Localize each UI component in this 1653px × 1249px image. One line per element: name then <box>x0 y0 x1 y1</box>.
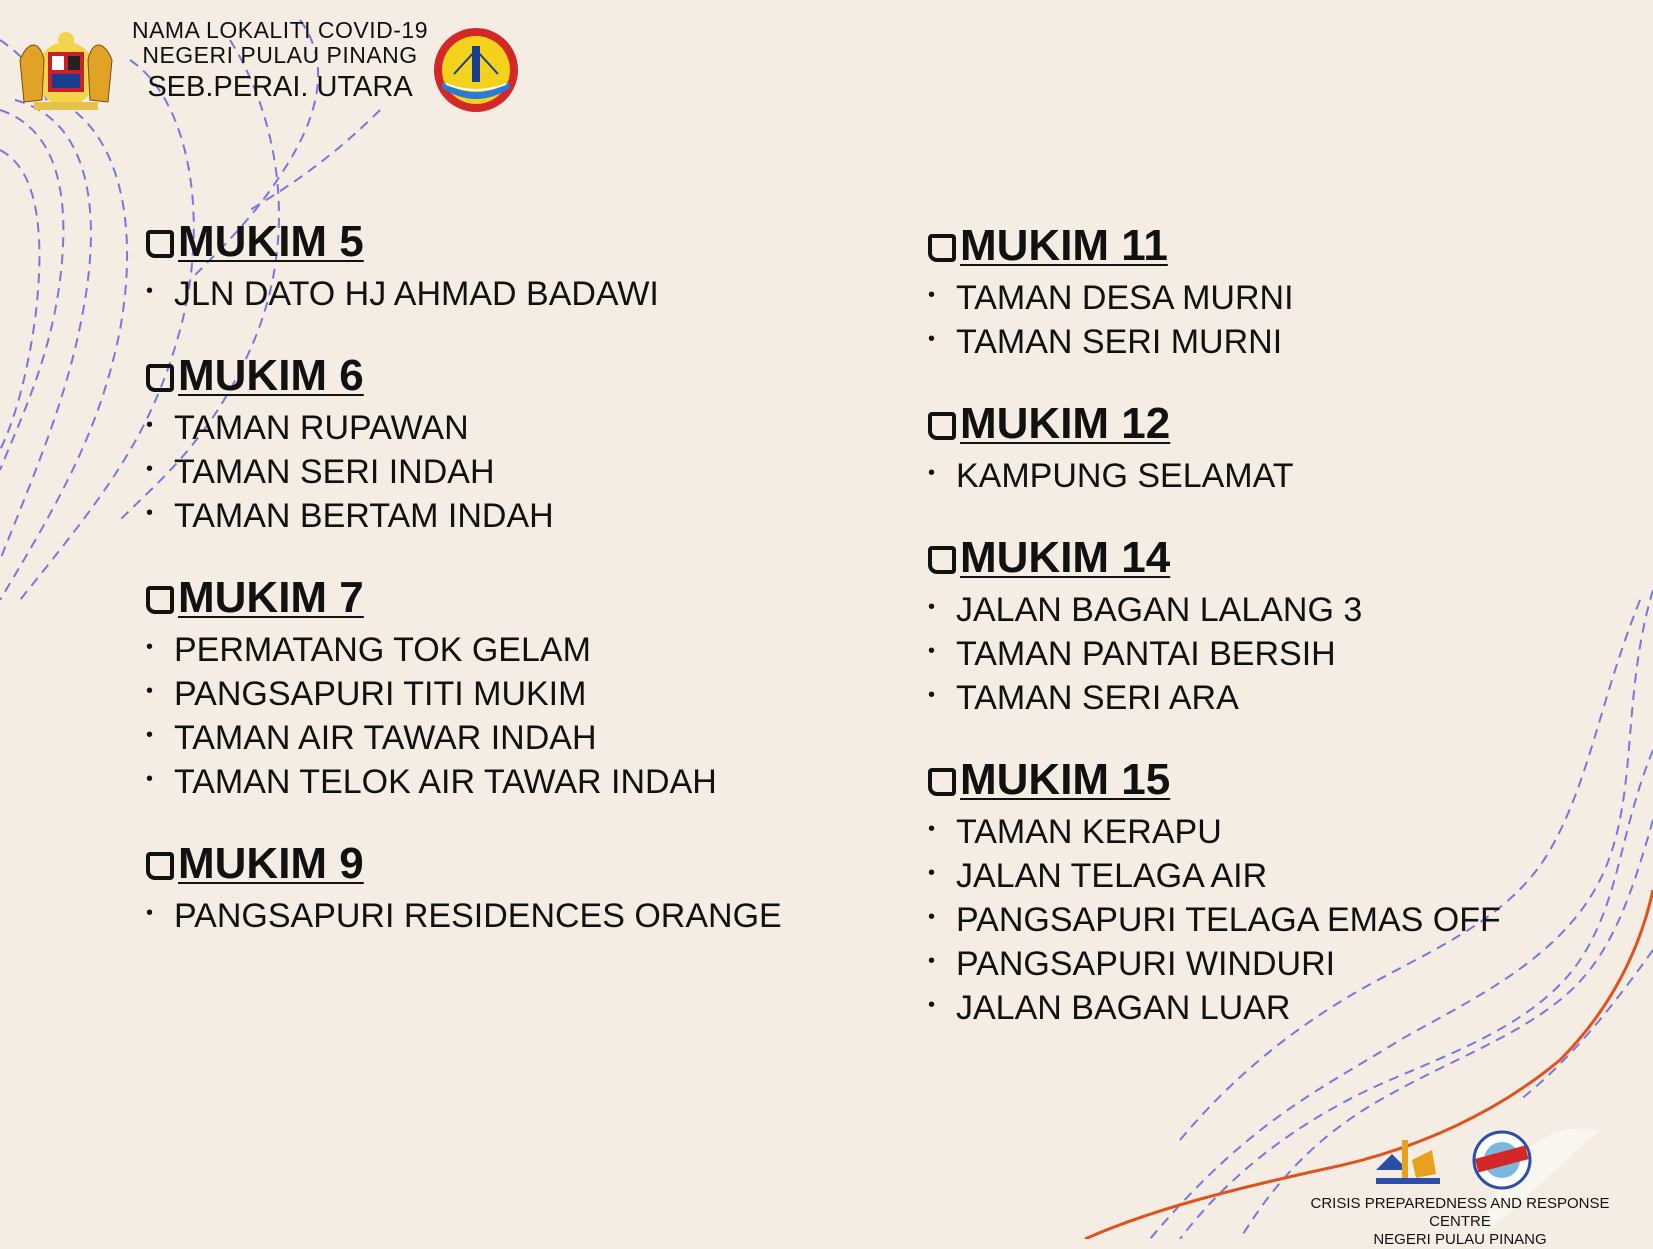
list-item: • TAMAN AIR TAWAR INDAH <box>146 716 782 760</box>
checkbox-icon <box>146 852 174 880</box>
checkbox-icon <box>928 768 956 796</box>
list-item: • TAMAN BERTAM INDAH <box>146 494 782 538</box>
section-title: MUKIM 15 <box>960 755 1171 804</box>
list-item: • PERMATANG TOK GELAM <box>146 628 782 672</box>
list-item: • PANGSAPURI RESIDENCES ORANGE <box>146 894 782 938</box>
section-mukim-9 <box>146 839 782 938</box>
list-item: • TAMAN PANTAI BERSIH <box>928 632 1501 676</box>
list-item: • PANGSAPURI TITI MUKIM <box>146 672 782 716</box>
header-line-3: SEB.PERAI. UTARA <box>147 70 413 103</box>
checkbox-icon <box>146 230 174 258</box>
locality-list <box>928 276 1501 364</box>
locality-list <box>928 810 1501 1030</box>
list-item: • TAMAN SERI MURNI <box>928 320 1501 364</box>
section-mukim-6 <box>146 351 782 538</box>
list-item: • TAMAN KERAPU <box>928 810 1501 854</box>
list-item: • PANGSAPURI TELAGA EMAS OFF <box>928 898 1501 942</box>
footer-line-1: CRISIS PREPAREDNESS AND RESPONSE CENTRE <box>1310 1195 1610 1230</box>
section-mukim-15 <box>928 755 1501 1030</box>
cprc-logo-icon <box>1376 1140 1440 1184</box>
list-item: • JALAN BAGAN LALANG 3 <box>928 588 1501 632</box>
penang-lawan-covid-badge-icon <box>1474 1132 1530 1188</box>
list-item: • JLN DATO HJ AHMAD BADAWI <box>146 272 782 316</box>
list-item: • TAMAN SERI ARA <box>928 676 1501 720</box>
coat-of-arms-logo <box>14 30 118 117</box>
section-mukim-7 <box>146 573 782 804</box>
list-item: • TAMAN RUPAWAN <box>146 406 782 450</box>
checkbox-icon <box>928 412 956 440</box>
right-column <box>928 221 1501 1068</box>
section-title: MUKIM 5 <box>178 217 364 266</box>
section-mukim-12 <box>928 399 1501 498</box>
list-item: • KAMPUNG SELAMAT <box>928 454 1501 498</box>
checkbox-icon <box>928 234 956 262</box>
left-column <box>146 217 782 976</box>
locality-list <box>146 406 782 538</box>
section-mukim-11 <box>928 221 1501 364</box>
footer-text <box>1280 1195 1640 1249</box>
list-item: • JALAN BAGAN LUAR <box>928 986 1501 1030</box>
footer-logos <box>1372 1130 1572 1199</box>
section-title: MUKIM 11 <box>960 221 1168 270</box>
checkbox-icon <box>146 586 174 614</box>
section-title: MUKIM 9 <box>178 839 364 888</box>
section-title: MUKIM 14 <box>960 533 1171 582</box>
section-title: MUKIM 12 <box>960 399 1171 448</box>
locality-list <box>146 628 782 804</box>
list-item: • JALAN TELAGA AIR <box>928 854 1501 898</box>
header-line-1: NAMA LOKALITI COVID-19 <box>131 17 429 43</box>
locality-list <box>146 272 782 316</box>
list-item: • PANGSAPURI WINDURI <box>928 942 1501 986</box>
locality-list <box>928 588 1501 720</box>
section-title: MUKIM 6 <box>178 351 364 400</box>
locality-list <box>146 894 782 938</box>
state-emblem-logo <box>432 26 520 119</box>
section-mukim-14 <box>928 533 1501 720</box>
header-line-2: NEGERI PULAU PINANG <box>142 42 418 69</box>
section-title: MUKIM 7 <box>178 573 364 622</box>
checkbox-icon <box>928 546 956 574</box>
locality-list <box>928 454 1501 498</box>
list-item: • TAMAN DESA MURNI <box>928 276 1501 320</box>
checkbox-icon <box>146 364 174 392</box>
list-item: • TAMAN SERI INDAH <box>146 450 782 494</box>
list-item: • TAMAN TELOK AIR TAWAR INDAH <box>146 760 782 804</box>
section-mukim-5 <box>146 217 782 316</box>
header-title <box>120 18 440 103</box>
footer-line-2: NEGERI PULAU PINANG <box>1373 1231 1547 1248</box>
